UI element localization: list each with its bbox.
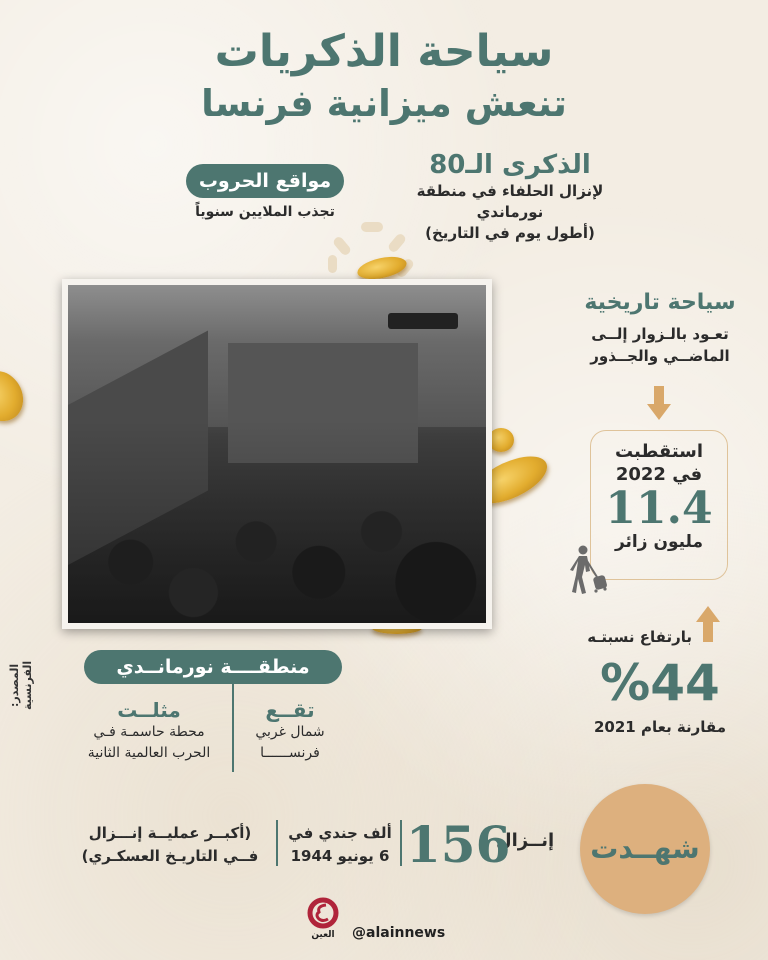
historical-tourism-line2: الماضــي والجــذور: [590, 346, 730, 365]
source-credit: المصدر: الفرنسية: [8, 660, 34, 710]
anniversary-block: [390, 150, 630, 244]
normandy-location: [240, 698, 340, 764]
normandy-significance: [70, 698, 228, 764]
historical-tourism-text: [560, 324, 760, 368]
traveler-luggage-icon: [570, 545, 610, 595]
biggest-line2: فــي التاريـخ العسكـري): [81, 847, 259, 866]
main-subtitle: تنعش ميزانية فرنسا: [201, 82, 567, 125]
growth-label: بارتفاع نسبتـه: [587, 628, 692, 646]
biggest-line1: (أكبــر عمليــة إنـــزال: [88, 824, 252, 842]
location-line2: فرنســــــا: [260, 745, 320, 761]
visitors-label-line2: في 2022: [615, 463, 703, 485]
visitors-value: 11.4: [605, 483, 713, 534]
alain-logo-icon: [305, 897, 341, 943]
troops-line1: ألف جندي في: [288, 824, 392, 842]
witnessed-badge: شهــدت: [580, 784, 710, 914]
decorative-dash: [361, 222, 383, 232]
normandy-pill: منطقــــة نورمانــدي: [84, 650, 342, 684]
decorative-dash: [328, 255, 337, 273]
historical-tourism-line1: تعـود بالـزوار إلــى: [591, 325, 729, 343]
growth-comparison: مقارنة بعام 2021: [594, 718, 726, 736]
significance-line1: محطة حاسمـة فـي: [93, 724, 205, 740]
location-line1: شمال غربي: [255, 724, 325, 740]
main-title: سياحة الذكريات: [214, 26, 554, 77]
historical-tourism-title: سياحة تاريخية: [584, 290, 736, 315]
d-day-photo: [62, 279, 492, 629]
troops-text: [284, 822, 396, 869]
visitors-label: [591, 441, 727, 486]
growth-value: %44: [600, 654, 720, 712]
significance-line2: الحرب العالمية الثانية: [87, 745, 211, 761]
visitors-unit: مليون زائر: [614, 532, 704, 553]
divider: [276, 820, 278, 866]
troops-line2: 6 يونيو 1944: [290, 847, 390, 866]
normandy-divider: [232, 684, 234, 772]
photo-soldiers: [68, 420, 486, 623]
war-sites-pill: مواقع الحروب: [186, 164, 344, 198]
coin-icon: [0, 362, 32, 429]
arrow-up-icon: [696, 606, 720, 642]
landing-number: 156: [406, 815, 511, 874]
war-sites-subtitle: تجذب الملايين سنوياً: [195, 204, 335, 220]
location-title: تقــع: [265, 698, 315, 722]
visitors-label-line1: استقطبت: [614, 441, 704, 462]
biggest-operation-text: [70, 822, 270, 869]
photo-boat: [388, 313, 458, 329]
significance-title: مثلــت: [117, 698, 181, 722]
divider: [400, 820, 402, 866]
landing-word: إنــزال: [496, 830, 555, 851]
anniversary-title: الذكرى الـ80: [429, 150, 591, 180]
arrow-down-icon: [647, 386, 671, 422]
decorative-dash: [332, 235, 353, 257]
logo-text: العين: [311, 930, 335, 940]
social-handle[interactable]: @alainnews: [352, 925, 446, 941]
anniversary-line1: لإنزال الحلفاء في منطقة نورماندي: [416, 182, 604, 222]
visitors-box: [590, 430, 728, 580]
anniversary-line2: (أطول يوم في التاريخ): [425, 224, 595, 243]
